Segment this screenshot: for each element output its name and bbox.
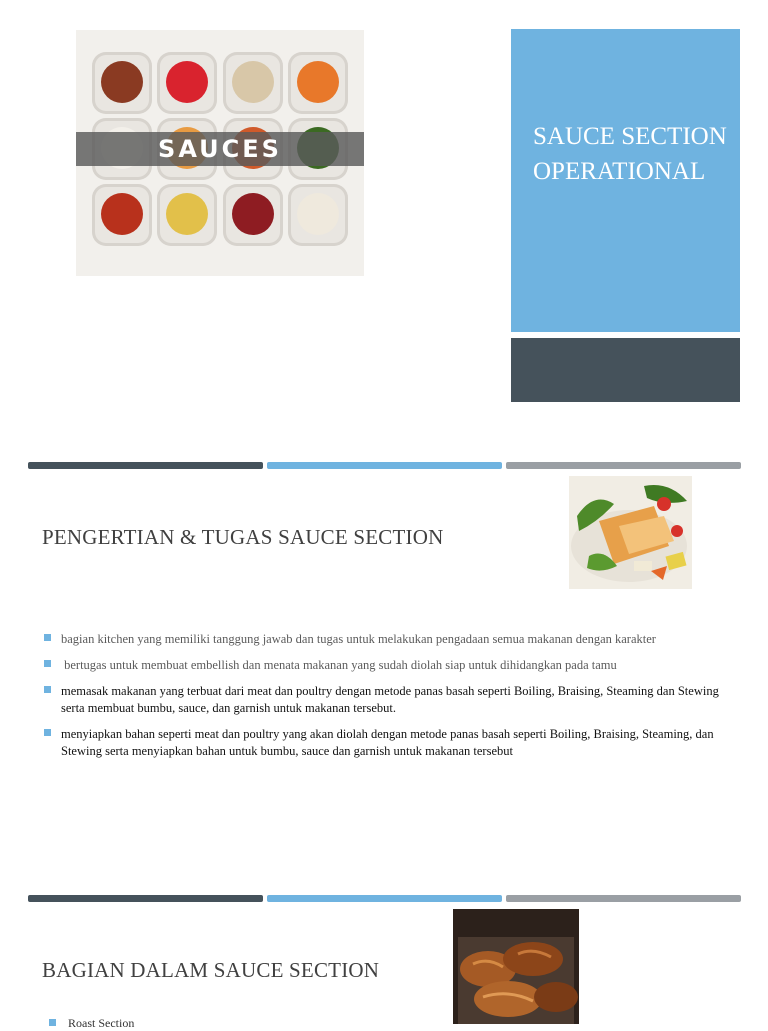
- divider-segment-dark: [28, 462, 263, 469]
- sauce-jar: [288, 184, 348, 246]
- slide-title: SAUCE SECTION OPERATIONAL: [533, 123, 727, 185]
- slide2-heading: PENGERTIAN & TUGAS SAUCE SECTION: [42, 525, 444, 549]
- sauce-jar: [157, 184, 217, 246]
- sauce-jar: [223, 184, 283, 246]
- slide3-first-bullet: Roast Section: [49, 1016, 134, 1031]
- bullet-marker: [44, 634, 51, 641]
- slide2-bullet-list: [42, 631, 732, 769]
- divider-segment-blue: [267, 895, 502, 902]
- sauce-jar: [92, 52, 152, 114]
- list-item: menyiapkan bahan seperti meat dan poultry yang akan diolah dengan metode panas basah seperti Boiling, Braising, Steaming, dan Stewing serta menyiapkan bahan untuk bumbu, sauce dan garnish untuk makanan tersebut: [42, 726, 732, 760]
- sauces-banner-text: SAUCES: [158, 135, 282, 163]
- sauce-jar: [223, 52, 283, 114]
- slide-divider: [28, 462, 741, 469]
- sauce-jar: [157, 52, 217, 114]
- divider-segment-grey: [506, 895, 741, 902]
- slide-divider: [28, 895, 741, 902]
- sauce-jar: [92, 184, 152, 246]
- list-item: bagian kitchen yang memiliki tanggung jawab dan tugas untuk melakukan pengadaan semua makanan dengan karakter: [42, 631, 732, 648]
- slide3-heading: BAGIAN DALAM SAUCE SECTION: [42, 958, 380, 982]
- salad-image: [569, 476, 692, 589]
- roast-photo: [453, 909, 579, 1024]
- title-footer-panel: [511, 338, 740, 402]
- roast-chicken-image: [453, 909, 579, 1024]
- divider-segment-dark: [28, 895, 263, 902]
- divider-segment-grey: [506, 462, 741, 469]
- salad-photo: [569, 476, 692, 589]
- bullet-marker: [44, 686, 51, 693]
- list-item: bertugas untuk membuat embellish dan menata makanan yang sudah diolah siap untuk dihidangkan pada tamu: [42, 657, 732, 674]
- bullet-marker: [49, 1019, 56, 1026]
- divider-segment-blue: [267, 462, 502, 469]
- bullet-marker: [44, 660, 51, 667]
- sauce-jar: [288, 52, 348, 114]
- sauces-banner: [76, 132, 364, 166]
- list-item: memasak makanan yang terbuat dari meat dan poultry dengan metode panas basah seperti Boiling, Braising, Steaming dan Stewing serta membuat bumbu, sauce, dan garnish untuk makanan tersebut.: [42, 683, 732, 717]
- title-panel: [511, 29, 740, 332]
- bullet-marker: [44, 729, 51, 736]
- sauces-image: [76, 30, 364, 276]
